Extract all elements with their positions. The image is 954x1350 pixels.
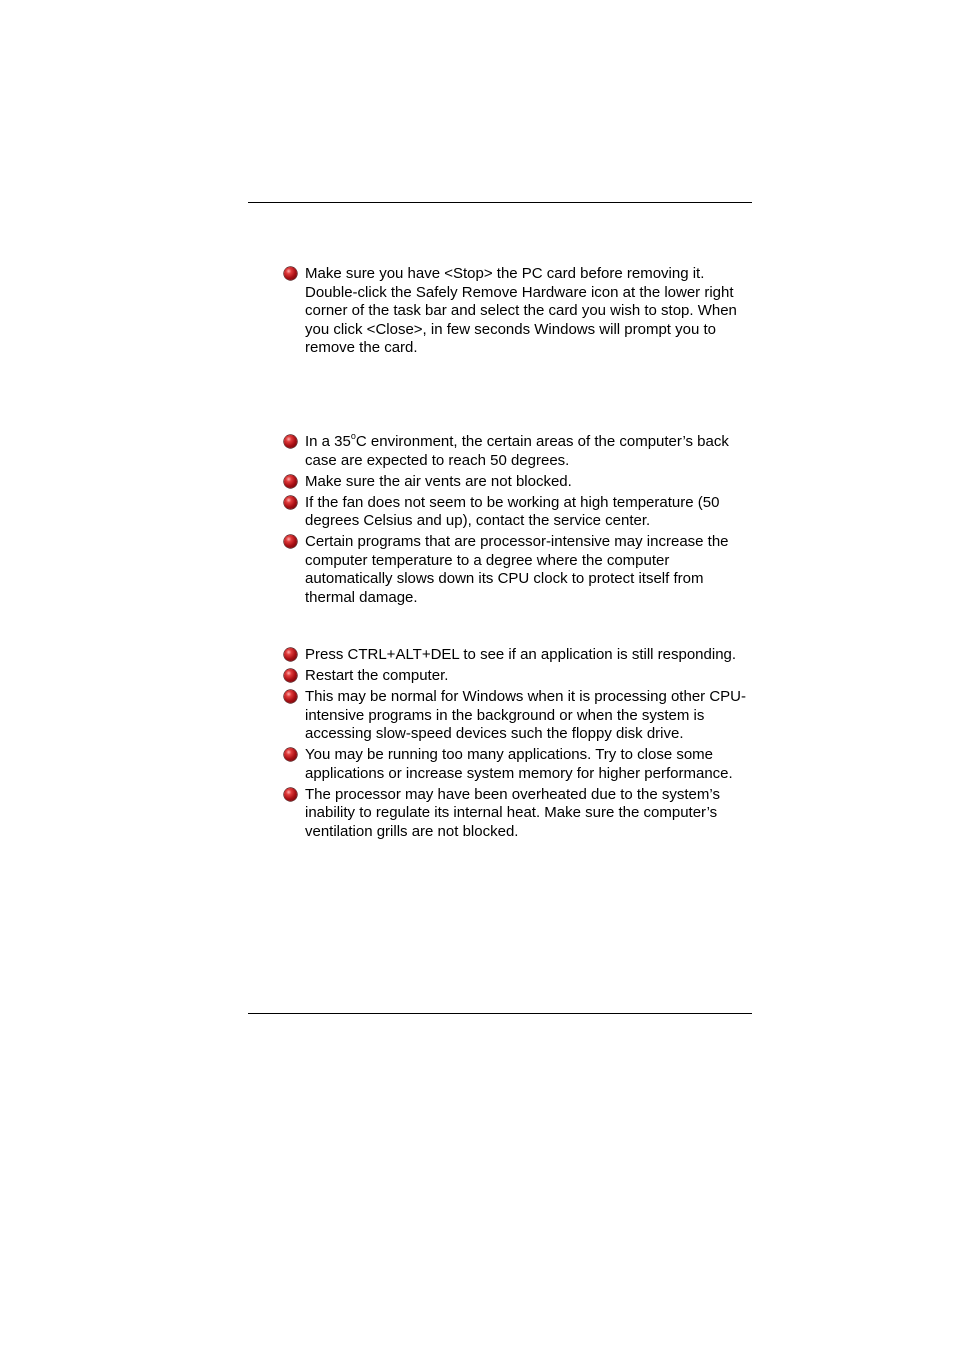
item-text: Certain programs that are processor-intensive may increase the computer temperature to a degree where the computer automatically slows down its CPU clock to protect itself from thermal damage.: [305, 533, 729, 606]
item-text: Press CTRL+ALT+DEL to see if an application is still responding.: [305, 646, 737, 663]
item-text: Restart the computer.: [305, 666, 449, 684]
item-text: The processor may have been overheated due to the system’s inability to regulate its internal heat. Make sure the computer’s ventilation grills are not blocked.: [305, 785, 720, 840]
item-text: Make sure you have <Stop> the PC card before removing it. Double-click the Safely Remove Hardware icon at the lower right corner of the task bar and select the card you wish to stop. When you click <Close>, in few seconds Windows will prompt you to remove the card.: [305, 265, 737, 357]
list-item: [284, 533, 754, 607]
list-item: [284, 646, 754, 665]
item-text: This may be normal for Windows when it is processing other CPU-intensive programs in the background or when the system is accessing slow-speed devices such the floppy disk drive.: [305, 687, 746, 743]
item-text: In a 35$^o$C environment, the certain areas of the computer’s back case are expected to reach 50 degrees.: [305, 431, 729, 469]
red-sphere-bullet-icon: [284, 690, 297, 703]
red-sphere-bullet-icon: [284, 267, 297, 280]
red-sphere-bullet-icon: [284, 535, 297, 548]
overheating-tips-list: [284, 433, 754, 610]
red-sphere-bullet-icon: [284, 496, 297, 509]
red-sphere-bullet-icon: [284, 788, 297, 801]
red-sphere-bullet-icon: [284, 748, 297, 761]
footer-rule: [248, 1013, 752, 1014]
unresponsive-system-tips-list: [284, 646, 754, 844]
red-sphere-bullet-icon: [284, 669, 297, 682]
list-item: [284, 265, 754, 358]
list-item: [284, 473, 754, 492]
item-text: If the fan does not seem to be working at high temperature (50 degrees Celsius and up), contact the service center.: [305, 493, 720, 530]
list-item: [284, 433, 754, 470]
pc-card-tips-list: [284, 265, 754, 360]
item-text: You may be running too many applications. Try to close some applications or increase system memory for higher performance.: [305, 746, 733, 782]
list-item: [284, 786, 754, 842]
list-item: [284, 667, 754, 686]
list-item: [284, 494, 754, 531]
red-sphere-bullet-icon: [284, 648, 297, 661]
red-sphere-bullet-icon: [284, 475, 297, 488]
list-item: [284, 688, 754, 744]
red-sphere-bullet-icon: [284, 435, 297, 448]
degree-superscript: o: [350, 431, 356, 441]
header-rule: [248, 202, 752, 203]
item-text: Make sure the air vents are not blocked.: [305, 472, 572, 490]
list-item: [284, 746, 754, 783]
